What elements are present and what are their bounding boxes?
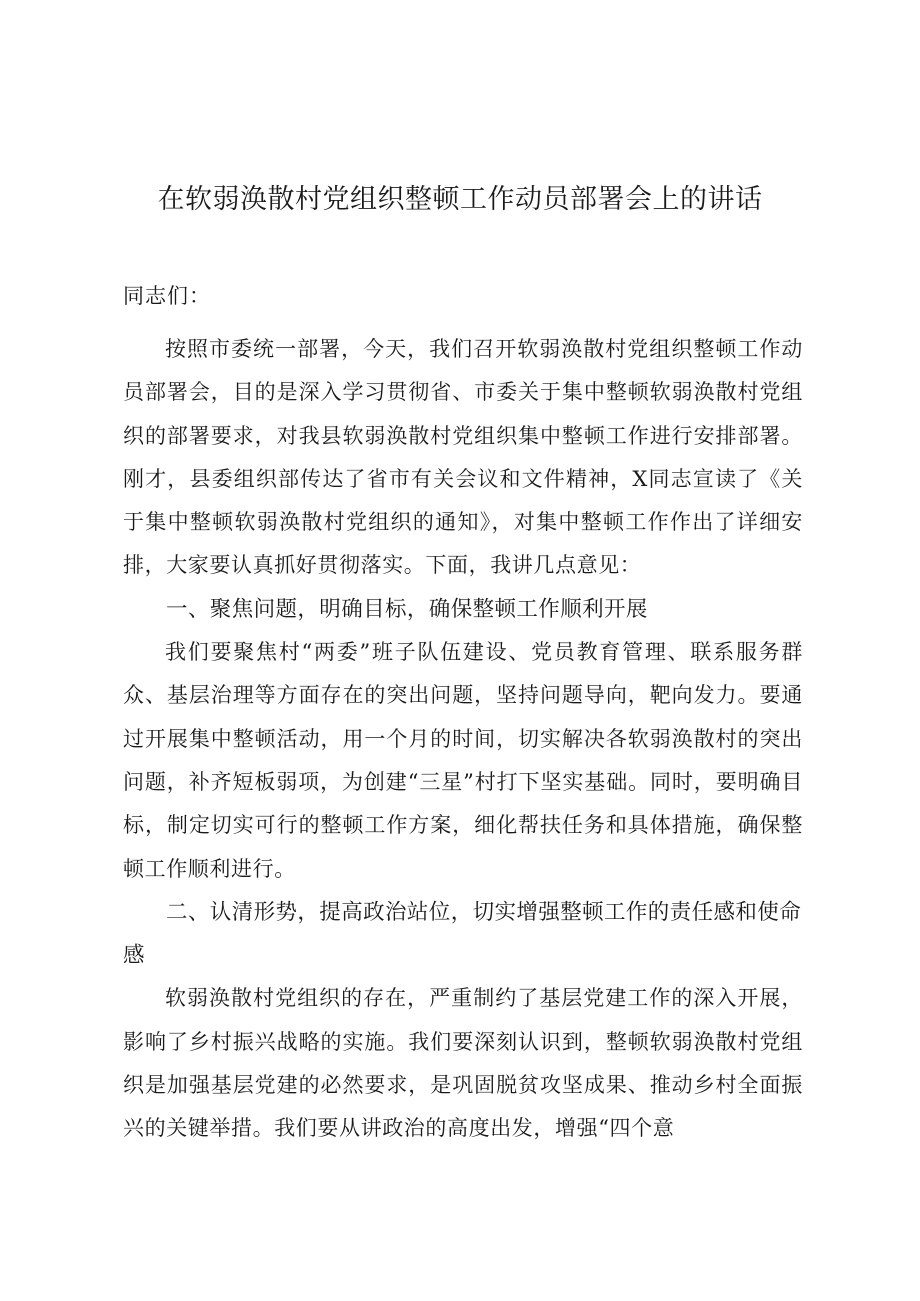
section-heading-1: 一、聚焦问题，明确目标，确保整顿工作顺利开展 [166,596,648,622]
document-body [123,282,803,1151]
paragraph-section-2: 软弱涣散村党组织的存在，严重制约了基层党建工作的深入开展，影响了乡村振兴战略的实施。我们要深刻认识到，整顿软弱涣散村党组织是加强基层党建的必然要求，是巩固脱贫攻坚成果、推动乡村全面振兴的关键举措。我们要从讲政治的高度出发，增强“四个意 [123,986,803,1141]
paragraph-intro: 按照市委统一部署，今天，我们召开软弱涣散村党组织整顿工作动员部署会，目的是深入学习贯彻省、市委关于集中整顿软弱涣散村党组织的部署要求，对我县软弱涣散村党组织集中整顿工作进行安排部署。刚才，县委组织部传达了省市有关会议和文件精神，X同志宣读了《关于集中整顿软弱涣散村党组织的通知》，对集中整顿工作作出了详细安排，大家要认真抓好贯彻落实。下面，我讲几点意见： [123,337,803,578]
section-heading-2: 二、认清形势，提高政治站位，切实增强整顿工作的责任感和使命感 [123,899,802,969]
document-title: 在软弱涣散村党组织整顿工作动员部署会上的讲话 [157,184,763,215]
paragraph-section-1: 我们要聚焦村“两委”班子队伍建设、党员教育管理、联系服务群众、基层治理等方面存在的突出问题，坚持问题导向，靶向发力。要通过开展集中整顿活动，用一个月的时间，切实解决各软弱涣散村的突出问题，补齐短板弱项，为创建“三星”村打下坚实基础。同时，要明确目标，制定切实可行的整顿工作方案，细化帮扶任务和具体措施，确保整顿工作顺利进行。 [123,640,803,881]
greeting: 同志们： [123,284,211,308]
